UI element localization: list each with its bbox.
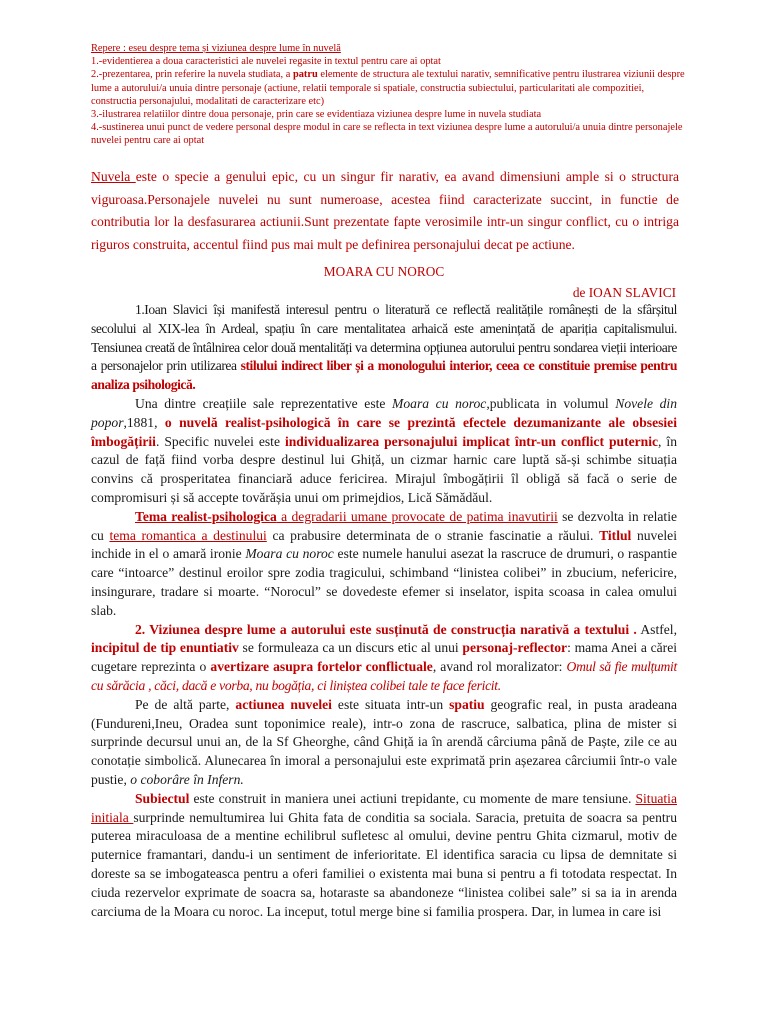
paragraph-4: 2. Viziunea despre lume a autorului este susținută de construcția narativă a textului . Astfel, incipitul de tip enuntiativ se formuleaza ca un discurs etic al unui personaj-reflector: mama Anei a cărei cugetare reprezinta o avertizare asupra fortelor conflictuale, avand rol moralizator: Omul să fie mulțumit cu sărăcia , căci, dacă e vorba, nu bogăția, ci liniștea colibei tale te face fericit.: [91, 621, 678, 693]
essay-body: [91, 301, 677, 921]
paragraph-3: Tema realist-psihologica a degradarii umane provocate de patima inavutirii se dezvolta in relatie cu tema romantica a destinului ca prabusire determinata de o stranie fascinatie a răului. Titlul nuvelei inchide in el o amară ironie Moara cu noroc este numele hanului asezat la rascruce de drumuri, o raspantie care “intoarce” destinul eroilor spre zodia tragicului, schimband “linistea colibei” in zbucium, nefericire, insingurare, tradare si moarte. “Norocul” se dovedeste efemer si inselator, ispita scoasa in calea omului slab.: [91, 508, 678, 618]
guideline-item-3: 3.-ilustrarea relatiilor dintre doua personaje, prin care se evidentiaza viziunea despre lume in nuvela studiata: [91, 109, 542, 121]
guideline-item-1: 1.-evidentierea a doua caracteristici ale nuvelei regasite in textul pentru care ai optat: [91, 56, 441, 68]
work-author: de IOAN SLAVICI: [572, 285, 676, 300]
paragraph-5: Pe de altă parte, actiunea nuvelei este situata intr-un spatiu geografic real, in pusta aradeana (Fundureni,Ineu, Oradea sunt toponimice reale), intr-o zona de rascruce, salbatica, plina de mister si surprinde decursul unui an, de la Sf Gheorghe, când Ghiță ia în arendă cârciuma până de Paște, zile ce au conotație simbolică. Alunecarea în imoral a personajului este exprimată prin așezarea cârciumii într-o vale pustie, o coborâre în Infern.: [91, 696, 677, 787]
paragraph-6: Subiectul este construit in maniera unei actiuni trepidante, cu momente de mare tensiune. Situatia initiala surprinde nemultumirea lui Ghita fata de conditia sa sociala. Saracia, pretuita de soacra sa pentru puterea miraculoasa de a mentine echilibrul sufletesc al omului, devine pentru Ghita cizmarul, motiv de puternice framantari, dandu-i un sentiment de inferioritate. El identifica saracia cu lipsa de demnitate si doreste sa se imbogateasca pentru a oferi familiei o existenta mai buna si pentru a fi totodata respectat. In ciuda rezervelor exprimate de soacra sa, hotaraste sa abandoneze “linistea colibei sale” si sa ia in arenda carciuma de la Moara cu noroc. La inceput, totul merge bine si familia prospera. Dar, in lumea in care isi: [91, 790, 677, 919]
nuvela-definition-text: este o specie a genului epic, cu un singur fir narativ, ea avand dimensiuni ample si o structura viguroasa.Personajele nuvelei nu sunt numeroase, acestea fiind caracterizate succint, in functie de contributia lor la desfasurarea actiunii.Sunt prezentate fapte verosimile intr-un singur conflict, cu o intriga riguros construita, accentul fiind pus mai mult pe definirea personajului decat pe actiune.: [91, 169, 680, 252]
guideline-item-4: 4.-sustinerea unui punct de vedere personal despre modul in care se reflecta in text viziunea despre lume a autorului/a unuia dintre personajele nuvelei pentru care ai optat: [91, 122, 683, 147]
nuvela-term: Nuvela: [91, 169, 136, 184]
guideline-item-2: 2.-prezentarea, prin referire la nuvela studiata, a patru elemente de structura ale textului narativ, semnificative pentru ilustrarea viziunii despre lume a autorului/a unuia dintre personaje (actiune, relatii temporale si spatiale, constructia subiectului, particularitati ale compozitiei, constructia personajului, modalitati de caracterizare etc): [91, 69, 685, 107]
paragraph-1: 1.Ioan Slavici își manifestă interesul pentru o literatură ce reflectă realitățile românești de la sfârșitul secolului al XIX-lea în Ardeal, spațiu în care mentalitatea arhaică este amenințată de apariția capitalismului. Tensiunea creată de întâlnirea celor două mentalități va determina opțiunea autorului pentru sondarea vieții interioare a personajelor prin utilizarea stilului indirect liber și a monologului interior, ceea ce constituie premise pentru analiza psihologică.: [91, 302, 677, 393]
work-title: MOARA CU NOROC: [323, 264, 445, 279]
paragraph-2: Una dintre creațiile sale reprezentative este Moara cu noroc,publicata in volumul Novele din popor,1881, o nuvelă realist-psihologică în care se prezintă efectele dezumanizante ale obsesiei îmbogățirii. Specific nuvelei este individualizarea personajului implicat într-un conflict puternic, în cazul de față fiind vorba despre destinul lui Ghiță, un cizmar harnic care luptă să-și schimbe situația convins că prosperitatea financiară aduce fericirea. Mirajul îmbogățirii îl obligă să facă o serie de compromisuri și să accepte tovărășia unui om primejdios, Lică Sămădăul.: [91, 395, 678, 505]
essay-guidelines: [91, 42, 691, 148]
guidelines-title: Repere : eseu despre tema și viziunea despre lume în nuvelă: [91, 43, 341, 54]
nuvela-definition: [91, 166, 679, 256]
